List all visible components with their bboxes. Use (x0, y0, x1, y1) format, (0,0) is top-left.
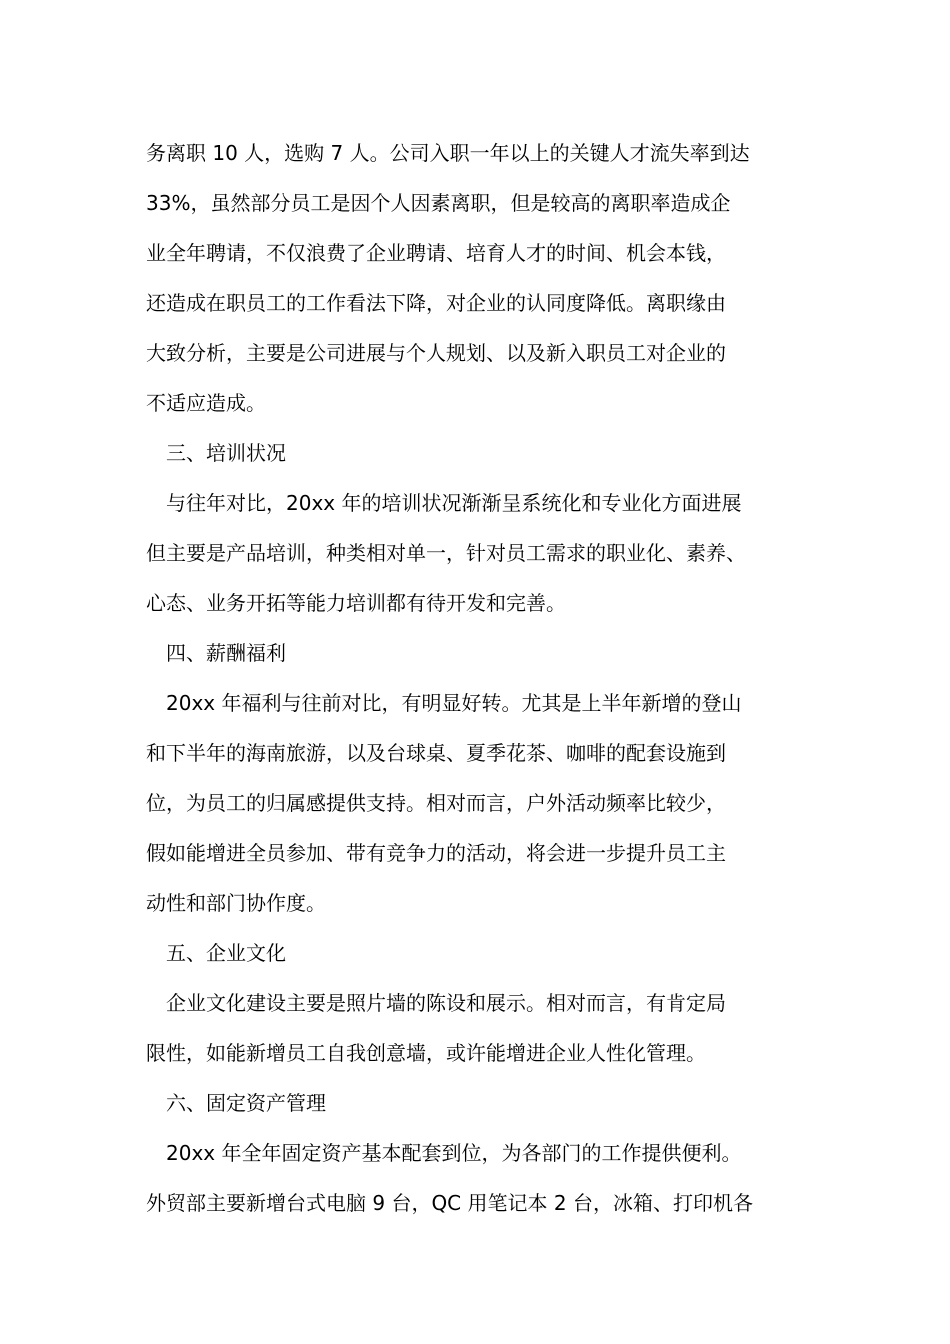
paragraph-line: 和下半年的海南旅游，以及台球桌、夏季花茶、咖啡的配套设施到 (146, 741, 726, 765)
paragraph-line: 限性，如能新增员工自我创意墙，或许能增进企业人性化管理。 (146, 1041, 706, 1065)
section-heading: 四、薪酬福利 (166, 641, 286, 665)
section-heading: 五、企业文化 (166, 941, 286, 965)
paragraph-line: 还造成在职员工的工作看法下降，对企业的认同度降低。离职缘由 (146, 291, 726, 315)
paragraph-line: 务离职 10 人，选购 7 人。公司入职一年以上的关键人才流失率到达 (146, 141, 750, 165)
paragraph-line: 大致分析，主要是公司进展与个人规划、以及新入职员工对企业的 (146, 341, 726, 365)
paragraph-line: 20xx 年全年固定资产基本配套到位，为各部门的工作提供便利。 (166, 1141, 742, 1165)
paragraph-line: 企业文化建设主要是照片墙的陈设和展示。相对而言，有肯定局 (166, 991, 726, 1015)
section-heading: 六、固定资产管理 (166, 1091, 326, 1115)
paragraph-line: 但主要是产品培训，种类相对单一，针对员工需求的职业化、素养、 (146, 541, 746, 565)
paragraph-line: 位，为员工的归属感提供支持。相对而言，户外活动频率比较少， (146, 791, 726, 815)
paragraph-line: 心态、业务开拓等能力培训都有待开发和完善。 (146, 591, 566, 615)
paragraph-line: 33%，虽然部分员工是因个人因素离职，但是较高的离职率造成企 (146, 191, 731, 215)
paragraph-line: 不适应造成。 (146, 391, 266, 415)
paragraph-line: 外贸部主要新增台式电脑 9 台，QC 用笔记本 2 台，冰箱、打印机各 (146, 1191, 753, 1215)
paragraph-line: 与往年对比，20xx 年的培训状况渐渐呈系统化和专业化方面进展 (166, 491, 742, 515)
paragraph-line: 20xx 年福利与往前对比，有明显好转。尤其是上半年新增的登山 (166, 691, 742, 715)
section-heading: 三、培训状况 (166, 441, 286, 465)
document-body (146, 128, 816, 1228)
paragraph-line: 业全年聘请，不仅浪费了企业聘请、培育人才的时间、机会本钱， (146, 241, 726, 265)
paragraph-line: 假如能增进全员参加、带有竞争力的活动，将会进一步提升员工主 (146, 841, 726, 865)
paragraph-line: 动性和部门协作度。 (146, 891, 326, 915)
